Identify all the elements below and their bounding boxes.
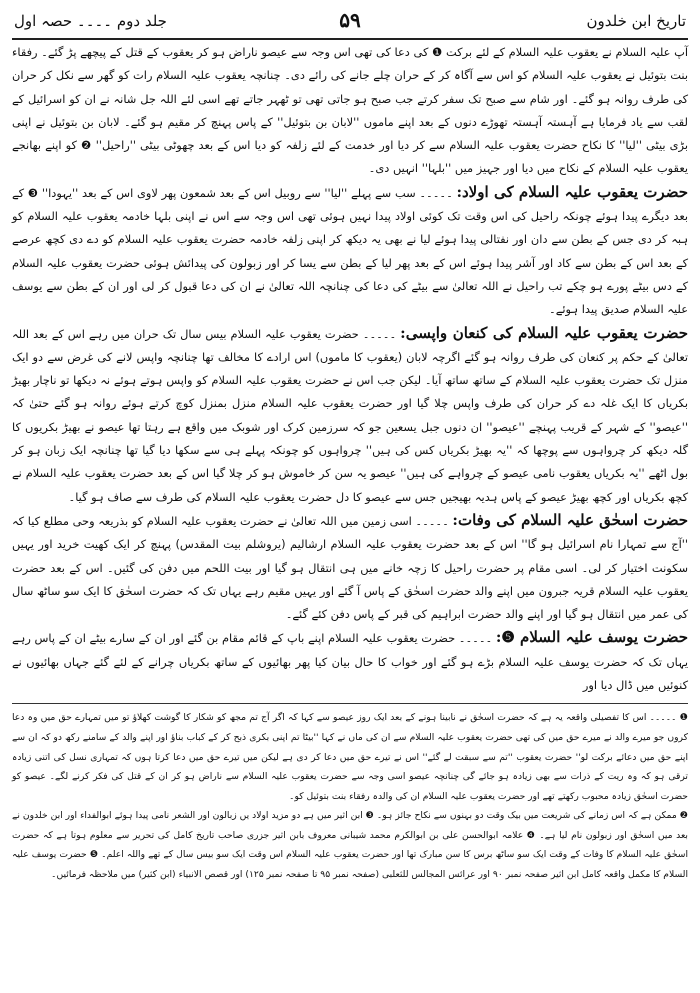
paragraph-death-of-ishaq [12, 509, 688, 626]
paragraph-text: ۔۔۔۔۔ حضرت یعقوب علیہ السلام اپنے باپ کے قائم مقام بن گئے اور ان کے سارے بیٹے ان کے پاس رہے یہاں تک کہ حضرت یوسف علیہ السلام بڑے ہو گئے اور خواب کا حال بیان کیا پھر بھائیوں کے ساتھ بکریاں چرانے کے لئے گئے جہاں بھائیوں نے کنوئیں میں ڈال دیا اور [12, 631, 688, 693]
page-header [12, 8, 688, 40]
paragraph-children [12, 181, 688, 322]
main-text [12, 41, 688, 697]
footnote: ❷ ممکن ہے کہ اس زمانے کی شریعت میں بیک وقت دو بہنوں سے نکاح جائز ہو۔ ❸ ابن اثیر میں ہے دو مزید اولاد یں زبالون اور الشعر نامی پیدا ہوئے ابوالفداء اور ابن خلدون نے بعد میں اسحٰق اور زبولون نام لیا ہے۔ ❹ علامہ ابوالحسن علی بن ابوالکرم محمد شیبانی معروف بابن اثیر جزری صاحب تاریخ کامل کی تحریر سے معلوم ہوتا ہے کہ حضرت اسحٰق علیہ السلام کا وفات کے وقت ایک سو ساٹھ برس کا سن مبارک تھا اور حضرت یعقوب علیہ السلام اس وقت ایک سو بیس سال کے تھے واللہ اعلم۔ ❺ حضرت یوسف علیہ السلام کا مکمل واقعہ کامل ابن اثیر صفحہ نمبر ۹۰ اور عرائس المجالس للثعلبی (صفحہ نمبر ۹۵ تا صفحہ نمبر ۱۲۵) اور قصص الانبیاء (ابن کثیر) میں ملاحظہ فرمائیں۔ [12, 810, 688, 881]
paragraph-text: آپ علیہ السلام نے یعقوب علیہ السلام کے لئے برکت ❶ کی دعا کی تھی اس وجہ سے عیصو ناراض ہو کر یعقوب کے قتل کے پیچھے پڑ گئے۔ رفقاء بنت بتوئیل نے یعقوب علیہ السلام کو اس سے آگاہ کر کے حران چلے جانے کی رائے دی۔ چنانچہ یعقوب علیہ السلام رات کو گھر سے نکل کر حران کی طرف روانہ ہو گئے۔ اور شام سے صبح تک سفر کرتے جب صبح ہو جاتی تھی تو ٹھہر جاتے تھے اسی لئے اللہ جل شانہ نے ان کو اسرائیل کے لقب سے یاد فرمایا ہے آہستہ آہستہ تھوڑے دنوں کے بعد اپنے ماموں ''لابان بن بتوئیل'' کے پاس پہنچ کر مقیم ہو گئے۔ لابان بن بتوئیل نے اپنی بڑی بیٹی ''لیا'' کا نکاح حضرت یعقوب علیہ السلام سے کر دیا اور خدمت کے لئے زلفہ کو دیا اس کے بعد چھوٹی بیٹی ''راحیل'' ❷ کو اپنے بھانجے یعقوب علیہ السلام کے نکاح میں دیا اور جہیز میں ''بلہا'' انہیں دی۔ [12, 45, 688, 176]
volume-label: جلد دوم ۔۔۔۔ حصہ اول [14, 12, 167, 30]
paragraph-yusuf [12, 626, 688, 697]
footnote-divider [12, 703, 688, 704]
paragraph-intro [12, 41, 688, 181]
footnotes [12, 708, 688, 884]
paragraph-text: ۔۔۔۔۔ حضرت یعقوب علیہ السلام بیس سال تک حران میں رہے اس کے بعد اللہ تعالیٰ کے حکم پر کنعان کی طرف روانہ ہو گئے اگرچہ لابان (یعقوب کا ماموں) اس ارادے کا مخالف تھا چنانچہ واپس لانے کی غرض سے دو ایک منزل تک حضرت یعقوب علیہ السلام کے ساتھ ساتھ آیا۔ لیکن جب اس نے حضرت یعقوب علیہ السلام کو واپس ہوتے ہوئے نہ دیکھا تو ناچار بھیڑ بکریاں کا ایک غلہ دے کر حران کی طرف واپس چلا گیا اور حضرت یعقوب علیہ السلام منزل بمنزل کوچ کرتے ہوئے روانہ ہو گئے حتیٰ کہ ''عیصو'' کے شہر کے قریب پہنچے ''عیصو'' ان دنوں جبل یسعین جو کہ سرزمین کرک اور شوبک میں واقع ہے رہتا تھا عیصو نے بھیڑ بکریوں کا گلہ دیکھ کر چرواہوں سے پوچھا کہ ''یہ بھیڑ بکریاں کس کی ہیں'' چرواہوں کو چونکہ پہلے ہی سے سکھا دیا گیا تھا چنانچہ ایک زبان ہو کر بول اٹھے ''یہ بکریاں یعقوب نامی عیصو کے چرواہے کی ہیں'' عیصو یہ سن کر خاموش ہو کر چلا گیا اس کے بعد حضرت یعقوب علیہ السلام نے کچھ بکریاں اور کچھ بھیڑ عیصو کے پاس ہدیہ بھیجیں جس سے عیصو کا دل حضرت یعقوب علیہ السلام کی طرف سے صاف ہو گیا۔ [12, 326, 688, 504]
footnote: ❶ ۔۔۔۔۔ اس کا تفصیلی واقعہ یہ ہے کہ حضرت اسحٰق نے نابینا ہونے کے بعد ایک روز عیصو سے کہا کہ اگر آج تم مجھ کو شکار کا گوشت کھلاؤ تو میں تمہارے حق میں وہ دعا کروں جو میرے والد نے میرے حق میں کی تھی حضرت یعقوب علیہ السلام سے ان کی ماں نے کہا ''بیٹا تم اپنی بکری ذبح کر کے کباب بناؤ اور اپنے والد کے سامنے رکھ دو کہ ان سے اپنے حق میں دعائے برکت لو'' حضرت یعقوب ''تم سے سبقت لے گئے'' اس نے تیرے حق میں دعا کر دی ہے لیکن میں تیرے حق میں دعا کرتا ہوں کہ تمہاری نسل کی اتنی زیادہ ترقی ہو کہ وہ ریت کے ذرات سے بھی زیادہ ہو جائے گی چنانچہ عیصو اسی وجہ سے حضرت یعقوب علیہ السلام سے ناراض ہو کر ان کے قتل کی فکر کرنے لگے۔ عیصو کو حضرت اسحٰق زیادہ محبوب رکھتے تھے اور حضرت یعقوب علیہ السلام ان کی والدہ رفقاء بنت بتوئیل کو۔ [12, 712, 688, 802]
section-heading: حضرت یوسف علیہ السلام ❺: [495, 628, 688, 647]
paragraph-text: ۔۔۔۔۔ اسی زمین میں اللہ تعالیٰ نے حضرت یعقوب علیہ السلام کو بذریعہ وحی مطلع کیا کہ ''آج سے تمہارا نام اسرائیل ہو گا'' اس کے بعد حضرت یعقوب علیہ السلام ارشالیم (یروشلم بیت المقدس) پہنچ کر ایک کھیت خرید اور یہیں سکونت اختیار کر لی۔ اسی مقام پر حضرت راحیل کا زچہ خانے میں ہی انتقال ہو گیا اور بیت اللحم میں دفن کی گئیں۔ اس کے بعد حضرت یعقوب علیہ السلام قریہ جبرون میں اپنے والد حضرت اسحٰق کے پاس آ گئے اور یہیں مقیم رہے یہاں تک کہ حضرت اسحٰق کا ایک سو ساٹھ سال کی عمر میں انتقال ہو گیا اور اپنے والد حضرت ابراہیم کی قبر کے پاس دفن کئے گئے۔ [12, 513, 688, 622]
page-number: ۵۹ [339, 8, 361, 32]
paragraph-text: ۔۔۔۔۔ سب سے پہلے ''لیا'' سے روبیل اس کے بعد شمعون پھر لاوی اس کے بعد ''یہودا'' ❸ کے بعد دیگرے پیدا ہوئے چونکہ راحیل کی اس وقت تک کوئی اولاد پیدا نہیں ہوئی تھی اس وجہ سے اس نے اپنی بلہا خادمہ یعقوب علیہ السلام کو ہبہ کر دی جس کے بطن سے دان اور نفتالی پیدا ہوئے لیا نے بھی یہ دیکھ کر اپنی زلفہ خادمہ حضرت یعقوب علیہ السلام کو دے دی کچھ عرصے کے بعد اس کے بطن سے کاد اور آشر پیدا ہوئے اس کے بعد پھر لیا کے بطن سے یسا کر اور زبولون کی پیدائش ہوئی حضرت یعقوب علیہ السلام کے دس بیٹے پورے ہو چکے تب راحیل نے اللہ تعالیٰ سے بیٹے کی دعا کی چنانچہ اللہ تعالیٰ نے ان کی دعا قبول کر لی اور ان کے بطن سے یوسف علیہ السلام صدیق پیدا ہوئے۔ [12, 185, 688, 317]
section-heading: حضرت یعقوب علیہ السلام کی کنعان واپسی: [400, 323, 688, 342]
book-title: تاریخ ابن خلدون [586, 12, 686, 30]
section-heading: حضرت یعقوب علیہ السلام کی اولاد: [456, 182, 688, 201]
section-heading: حضرت اسحٰق علیہ السلام کی وفات: [452, 510, 688, 529]
paragraph-return-to-canaan [12, 322, 688, 509]
